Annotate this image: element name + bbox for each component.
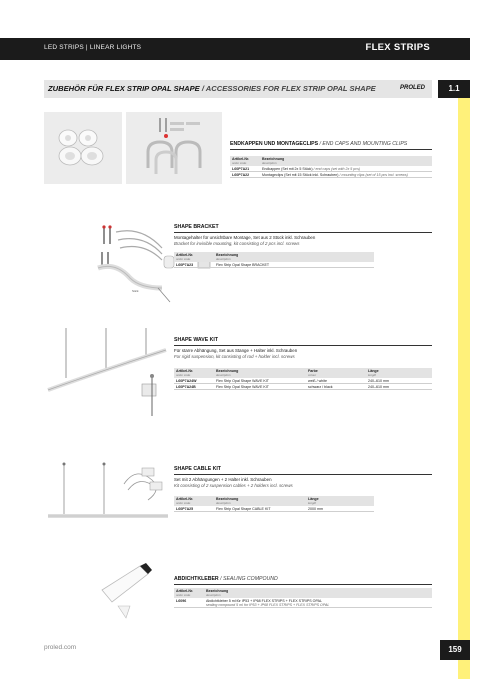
table-row: L60P7A25 Flex Strip Opal Shape CABLE KIT 2000 mm [174, 506, 374, 512]
endcap-icon [44, 112, 122, 184]
table-row: L6096 Abdichtkleber 5 ml für IP53 + IP68 FLEX STRIPS + FLEX STRIPS OPAL sealing compound 5 ml for IP53 + IP68 FLEX STRIPS + FLEX STRIPS OPAL [174, 598, 432, 608]
sealing-table [174, 588, 432, 608]
wave-table [174, 368, 432, 390]
endcaps-photo [44, 112, 122, 184]
endcaps-section-title: ENDKAPPEN UND MONTAGECLIPS / END CAPS AND MOUNTING CLIPS [230, 141, 408, 147]
cable-kit-illustration [44, 460, 174, 525]
table-header: Artikel-Nr. order code Bezeichnung description Länge length [174, 496, 374, 506]
title-de: ZUBEHÖR FÜR FLEX STRIP OPAL SHAPE [48, 84, 200, 93]
sealing-tube-illustration [96, 560, 166, 620]
section-number: 1.1 [438, 80, 470, 98]
bracket-description: Montagehalter für unsichtbare Montage, Set aus 2 Stück inkl. Schrauben Bracket for invisible mounting, kit consisting of 2 pcs incl. screws [174, 235, 316, 246]
header-section-title: FLEX STRIPS [365, 42, 430, 53]
table-row: L60P7A23 Flex Strip Opal Shape BRACKET [174, 262, 374, 268]
bracket-callout-label: Stick [132, 289, 139, 293]
header-category: LED STRIPS | LINEAR LIGHTS [44, 44, 142, 51]
wave-description: Für starre Abhängung, Set aus Stange + Halter inkl. Schrauben For rigid suspension, kit consisting of rod + holder incl. screws [174, 348, 298, 359]
table-row: L60P7A22 Montageclips (Set mit 15 Stück inkl. Schrauben) / mounting clips (set of 15 pcs incl. screws) [230, 172, 432, 178]
bracket-section-title: SHAPE BRACKET [174, 224, 219, 230]
cable-section-title: SHAPE CABLE KIT [174, 466, 221, 472]
endcaps-table [230, 156, 432, 178]
sealing-section-title: ABDICHTKLEBER / SEALING COMPOUND [174, 576, 278, 582]
table-row: L60P7A24W Flex Strip Opal Shape WAVE KIT weiß / white 240–610 mm [174, 378, 432, 384]
cable-table [174, 496, 374, 512]
table-row: L60P7A24B Flex Strip Opal Shape WAVE KIT schwarz / black 240–610 mm [174, 384, 432, 390]
opal-shape-strip-illustration [96, 258, 176, 308]
mounting-clips-photo [126, 112, 222, 184]
page-title [48, 84, 376, 93]
footer-website-link[interactable]: proled.com [44, 644, 77, 651]
cable-description: Set mit 2 Abhängungen + 2 Halter inkl. Schrauben Kit consisting of 2 suspension cables + 2 holders incl. screws [174, 477, 293, 488]
endcaps-divider [230, 149, 432, 150]
wave-section-title: SHAPE WAVE KIT [174, 337, 219, 343]
table-header: Artikel-Nr. order code Bezeichnung description [230, 156, 432, 166]
title-en: / ACCESSORIES FOR FLEX STRIP OPAL SHAPE [199, 84, 376, 93]
wave-divider [174, 345, 432, 346]
sealing-divider [174, 584, 432, 585]
table-row: L60P7A21 Endkappen (Set mit 2x 5 Stück) / end caps (set with 2x 5 pcs) [230, 166, 432, 172]
bracket-divider [174, 232, 432, 233]
page-number: 159 [440, 640, 470, 660]
table-header: Artikel-Nr. order code Bezeichnung description [174, 588, 432, 598]
cable-divider [174, 474, 432, 475]
table-header: Artikel-Nr. order code Bezeichnung description Farbe colour Länge length [174, 368, 432, 378]
mounting-clip-icon [126, 112, 222, 184]
yellow-side-bar [458, 80, 470, 679]
bracket-table [174, 252, 374, 268]
table-header: Artikel-Nr. order code Bezeichnung description [174, 252, 374, 262]
proled-logo: PROLED [400, 85, 426, 91]
wave-kit-illustration [44, 320, 174, 430]
